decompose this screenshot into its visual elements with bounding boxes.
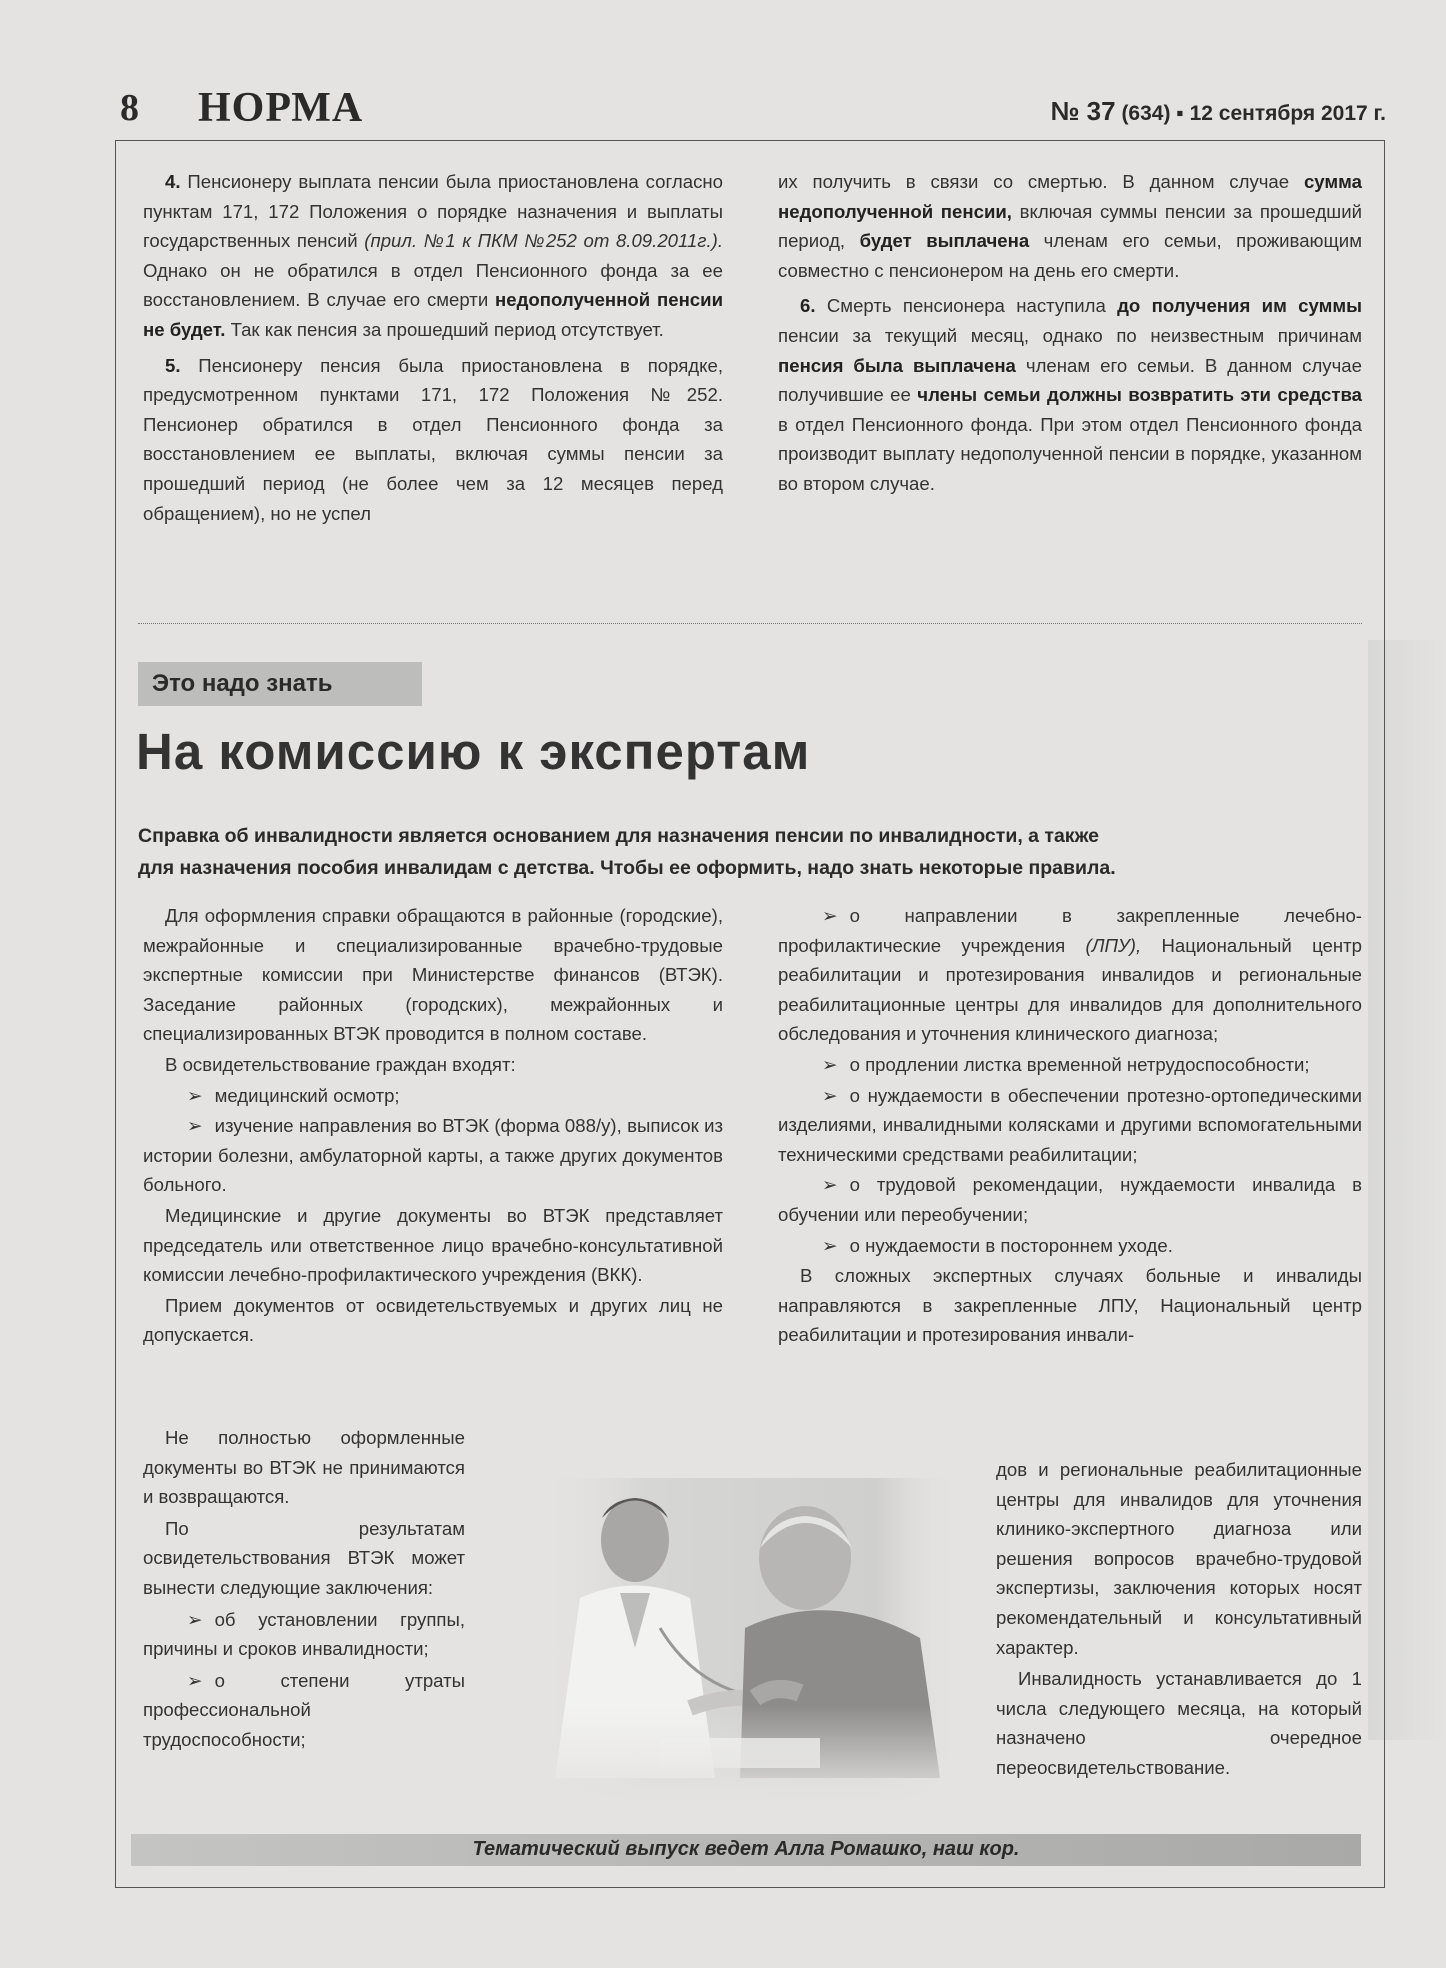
- paragraph-4: 4. Пенсионеру выплата пенсии была приостановлена согласно пунктам 171, 172 Положения о порядке назначения и выплаты государственных пенсий (прил. №1 к ПКМ №252 от 8.09.2011г.). Однако он не обратился в отдел Пенсионного фонда за ее восстановлением. В случае его смерти недополученной пенсии не будет. Так как пенсия за прошедший период отсутствует.: [143, 171, 723, 340]
- arrow-bullet-icon: ➢: [187, 1084, 203, 1106]
- arrow-bullet-icon: ➢: [187, 1115, 203, 1137]
- doctor-patient-photo: [540, 1478, 960, 1803]
- article-headline: На комиссию к экспертам: [136, 723, 811, 780]
- body-paragraph: Не полностью оформленные документы во ВТЭК не принимаются и возвращаются.: [143, 1427, 465, 1508]
- section-divider: [138, 623, 1362, 624]
- body-paragraph: Прием документов от освидетельствуемых и других лиц не допускается.: [143, 1294, 723, 1346]
- top-article-right-column: [778, 167, 1362, 505]
- arrow-bullet-icon: ➢: [822, 1053, 838, 1075]
- body-paragraph: дов и региональные реабилитационные центры для инвалидов для уточнения клинико-экспертного диагноза или решения вопросов врачебно-трудовой экспертизы, заключения которых носят рекомендательный и консультативный характер.: [996, 1459, 1362, 1658]
- newspaper-title: НОРМА: [198, 85, 364, 131]
- bullet-item: ➢ о степени утраты профессиональной трудоспособности;: [143, 1666, 465, 1755]
- rubric-label: Это надо знать: [138, 662, 422, 706]
- body-paragraph: Для оформления справки обращаются в районные (городские), межрайонные и специализированные врачебно-трудовые экспертные комиссии при Министерстве финансов (ВТЭК). Заседание районных (городских), межрайонных и специализированных ВТЭК проводится в полном составе.: [143, 905, 723, 1045]
- bullet-item: ➢ об установлении группы, причины и сроков инвалидности;: [143, 1605, 465, 1664]
- credit-bar: [131, 1834, 1361, 1866]
- body-paragraph: В сложных экспертных случаях больные и инвалиды направляются в закрепленные ЛПУ, Национальный центр реабилитации и протезирования инвали-: [778, 1265, 1362, 1346]
- bullet-item: ➢ изучение направления во ВТЭК (форма 088/у), выписок из истории болезни, амбулаторной карты, а также других документов больного.: [143, 1111, 723, 1200]
- bullet-item: ➢ о нуждаемости в обеспечении протезно-ортопедическими изделиями, инвалидными колясками и другими вспомогательными техническими средствами реабилитации;: [778, 1081, 1362, 1170]
- arrow-bullet-icon: ➢: [822, 1084, 838, 1106]
- body-paragraph: Инвалидность устанавливается до 1 числа следующего месяца, на который назначено очередное переосвидетельствование.: [996, 1668, 1362, 1778]
- body-paragraph: По результатам освидетельствования ВТЭК может вынести следующие заключения:: [143, 1517, 465, 1598]
- article-right-narrow-column: [996, 1455, 1362, 1785]
- bullet-item: ➢ о трудовой рекомендации, нуждаемости инвалида в обучении или переобучении;: [778, 1170, 1362, 1229]
- paragraph-5: 5. Пенсионеру пенсия была приостановлена в порядке, предусмотренном пунктами 171, 172 Положения №252. Пенсионер обратился в отдел Пенсионного фонда за восстановлением ее выплаты, включая суммы пенсии за прошедший период (не более чем за 12 месяцев перед обращением), но не успел: [143, 354, 723, 524]
- article-left-narrow-column: [143, 1423, 465, 1757]
- paragraph-6: 6. Смерть пенсионера наступила до получения им суммы пенсии за текущий месяц, однако по неизвестным причинам пенсия была выплачена членам его семьи. В данном случае получившие ее члены семьи должны возвратить эти средства в отдел Пенсионного фонда. При этом отдел Пенсионного фонда производит выплату недополученной пенсии в порядке, указанном во втором случае.: [778, 295, 1362, 494]
- article-lead: Справка об инвалидности является основанием для назначения пенсии по инвалидности, а также для назначения пособия инвалидам с детства. Чтобы ее оформить, надо знать некоторые правила.: [138, 825, 1116, 879]
- bullet-item: ➢ о направлении в закрепленные лечебно-профилактические учреждения (ЛПУ), Национальный центр реабилитации и протезирования инвалидов и региональные реабилитационные центры для инвалидов для дополнительного обследования и уточнения клинического диагноза;: [778, 901, 1362, 1049]
- arrow-bullet-icon: ➢: [822, 1174, 838, 1196]
- issue-info: № 37 (634) ▪ 12 сентября 2017 г.: [1050, 96, 1386, 126]
- paragraph-5-continued: их получить в связи со смертью. В данном случае сумма недополученной пенсии, включая суммы пенсии за прошедший период, будет выплачена членам его семьи, проживающим совместно с пенсионером на день его смерти.: [778, 171, 1362, 281]
- body-paragraph: Медицинские и другие документы во ВТЭК представляет председатель или ответственное лицо врачебно-консультативной комиссии лечебно-профилактического учреждения (ВКК).: [143, 1204, 723, 1286]
- article-left-column: [143, 901, 723, 1351]
- body-paragraph: В освидетельствование граждан входят:: [165, 1053, 516, 1075]
- bullet-item: ➢ о нуждаемости в постороннем уходе.: [778, 1231, 1362, 1261]
- credit-text: Тематический выпуск ведет Алла Ромашко, наш кор.: [472, 1838, 1020, 1860]
- masthead: [112, 86, 1386, 132]
- top-article-left-column: [143, 167, 723, 534]
- article-right-column: [778, 901, 1362, 1351]
- bullet-item: ➢ медицинский осмотр;: [143, 1081, 723, 1111]
- arrow-bullet-icon: ➢: [822, 1234, 838, 1256]
- bullet-item: ➢ о продлении листка временной нетрудоспособности;: [778, 1050, 1362, 1080]
- arrow-bullet-icon: ➢: [822, 905, 838, 926]
- page-number: 8: [120, 87, 139, 129]
- arrow-bullet-icon: ➢: [187, 1608, 203, 1630]
- arrow-bullet-icon: ➢: [187, 1669, 203, 1691]
